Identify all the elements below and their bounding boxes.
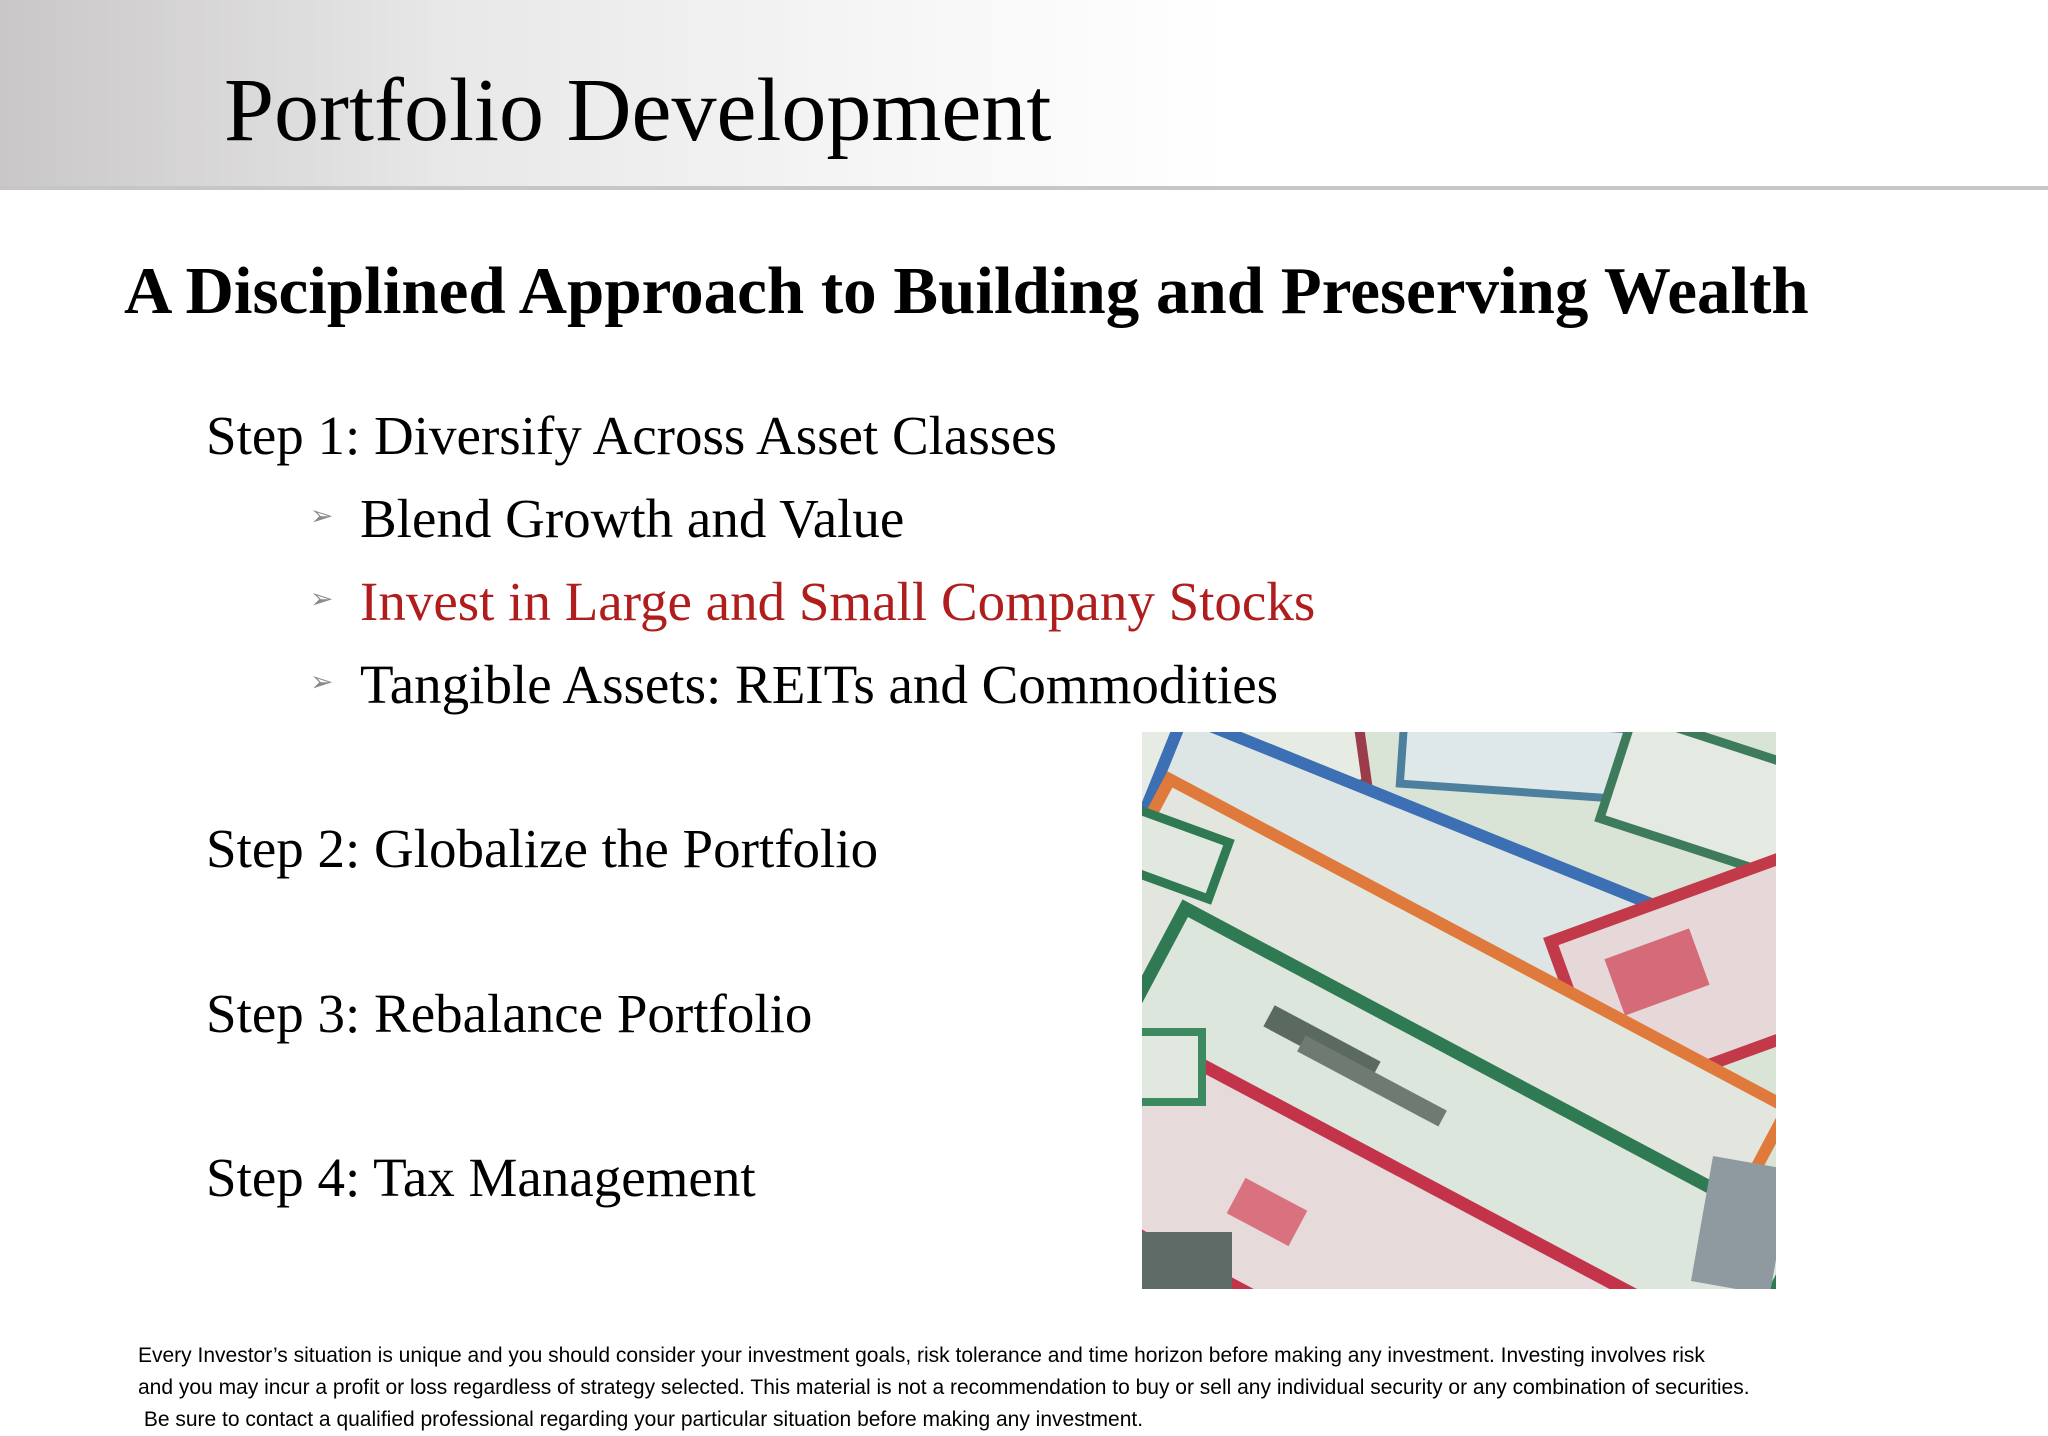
step-1-item-label: Tangible Assets: REITs and Commodities [360,654,1279,715]
step-1-item-tangible-assets [310,654,1279,715]
arrowhead-bullet-icon: ➢ [310,667,334,698]
step-1-item-growth-value [310,488,905,549]
arrowhead-bullet-icon: ➢ [310,584,334,615]
arrowhead-bullet-icon: ➢ [310,501,334,532]
stock-certificates-image [1142,732,1776,1289]
step-1-item-large-small-stocks [310,571,1316,632]
step-1-heading: Step 1: Diversify Across Asset Classes [206,405,1057,466]
step-4-heading: Step 4: Tax Management [206,1147,756,1208]
step-1-item-label: Invest in Large and Small Company Stocks [360,571,1316,632]
disclaimer-line: Every Investor’s situation is unique and you should consider your investment goals, risk tolerance and time horizon before making any investment. Investing involves risk [138,1344,1705,1367]
slide-subtitle: A Disciplined Approach to Building and Preserving Wealth [124,254,1809,328]
step-1-item-label: Blend Growth and Value [360,488,905,549]
disclaimer-line: and you may incur a profit or loss regardless of strategy selected. This material is not a recommendation to buy or sell any individual security or any combination of securities. [138,1376,1750,1399]
legal-disclaimer [138,1340,2018,1436]
page-title: Portfolio Development [224,61,1052,160]
step-3-heading: Step 3: Rebalance Portfolio [206,983,813,1044]
step-2-heading: Step 2: Globalize the Portfolio [206,818,879,879]
disclaimer-line: Be sure to contact a qualified professional regarding your particular situation before making any investment. [138,1408,1144,1431]
